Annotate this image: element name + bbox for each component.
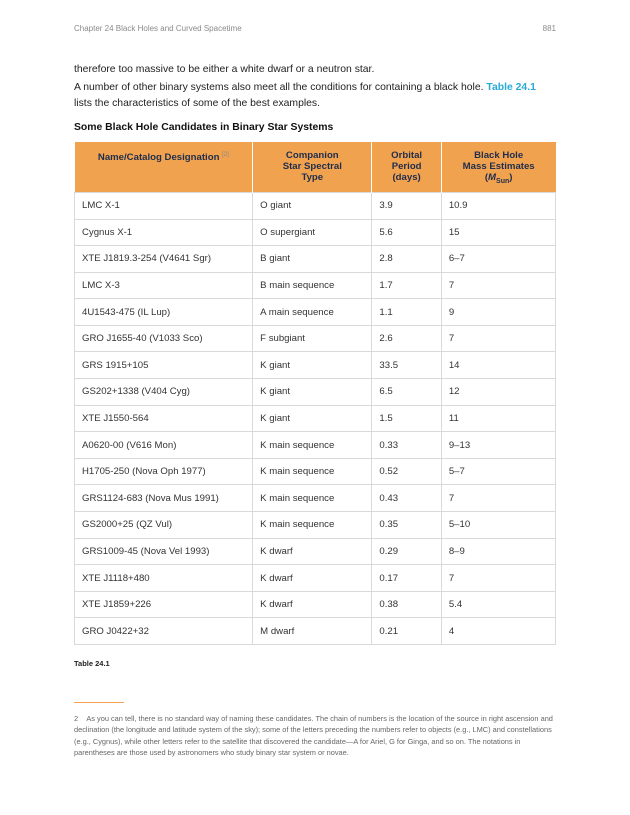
footnote-divider — [74, 702, 124, 703]
cell-mass-estimate: 7 — [441, 272, 555, 299]
paragraph-2-text-a: A number of other binary systems also meet all the conditions for containing a black hole. — [74, 82, 487, 93]
cell-companion-type: A main sequence — [253, 299, 372, 326]
cell-orbital-period: 1.7 — [372, 272, 441, 299]
cell-mass-estimate: 4 — [441, 618, 555, 645]
header-companion-line2: Star Spectral — [282, 161, 342, 172]
table-row — [75, 618, 556, 645]
cell-orbital-period: 0.33 — [372, 432, 441, 459]
cell-mass-estimate: 8–9 — [441, 538, 555, 565]
paragraph-2-text-b: lists the characteristics of some of the best examples. — [74, 97, 321, 109]
table-row — [75, 325, 556, 352]
header-mass — [441, 142, 555, 192]
cell-mass-estimate: 5.4 — [441, 591, 555, 618]
cell-name: LMC X-3 — [75, 272, 253, 299]
cell-orbital-period: 1.5 — [372, 405, 441, 432]
footnote-ref[interactable]: [2] — [222, 152, 229, 158]
cell-mass-estimate: 7 — [441, 565, 555, 592]
cell-name: GS202+1338 (V404 Cyg) — [75, 379, 253, 406]
header-mass-line1: Black Hole — [474, 150, 524, 161]
cell-mass-estimate: 7 — [441, 485, 555, 512]
cell-name: GRO J1655-40 (V1033 Sco) — [75, 325, 253, 352]
header-period-line2: Period — [391, 161, 422, 172]
cell-mass-estimate: 9–13 — [441, 432, 555, 459]
header-mass-subscript: Sun — [496, 177, 510, 185]
cell-mass-estimate: 5–10 — [441, 512, 555, 539]
cell-orbital-period: 2.8 — [372, 246, 441, 273]
cell-mass-estimate: 15 — [441, 219, 555, 246]
cell-name: LMC X-1 — [75, 192, 253, 219]
cell-companion-type: B main sequence — [253, 272, 372, 299]
header-period-line3: (days) — [392, 172, 421, 183]
table-row — [75, 485, 556, 512]
table-row — [75, 352, 556, 379]
table-row — [75, 458, 556, 485]
table-title: Some Black Hole Candidates in Binary Star Systems — [74, 122, 334, 133]
table-row — [75, 538, 556, 565]
cell-companion-type: O giant — [253, 192, 372, 219]
cell-mass-estimate: 5–7 — [441, 458, 555, 485]
table-row — [75, 192, 556, 219]
table-caption: Table 24.1 — [74, 659, 110, 668]
paragraph-2 — [74, 80, 556, 111]
cell-mass-estimate: 12 — [441, 379, 555, 406]
footnote-text: As you can tell, there is no standard way of naming these candidates. The chain of numbers is the location of the source in right ascension and declination (the longitude and latitude system of the sky); some of the letters preceding the numbers refer to objects (e.g., LMC) and constellations (e.g., Cygnus), while other letters refer to the satellite that discovered the candidate—A for Ariel, G for Ginga, and so on. The notations in parentheses are those used by astronomers who study binary star system or novae. — [74, 714, 553, 758]
cell-name: XTE J1859+226 — [75, 591, 253, 618]
header-period-line1: Orbital — [391, 150, 423, 161]
table-row — [75, 512, 556, 539]
header-name-label: Name/Catalog Designation — [97, 152, 220, 164]
paragraph-1: therefore too massive to be either a white dwarf or a neutron star. — [74, 64, 375, 75]
cell-companion-type: O supergiant — [253, 219, 372, 246]
cell-orbital-period: 0.21 — [372, 618, 441, 645]
table-row — [75, 299, 556, 326]
cell-name: GRS1124-683 (Nova Mus 1991) — [75, 485, 253, 512]
header-companion — [253, 142, 372, 192]
cell-companion-type: K dwarf — [253, 591, 372, 618]
header-name — [75, 142, 253, 192]
cell-companion-type: F subgiant — [253, 325, 372, 352]
cell-orbital-period: 0.38 — [372, 591, 441, 618]
cell-orbital-period: 0.29 — [372, 538, 441, 565]
cell-orbital-period: 0.43 — [372, 485, 441, 512]
cell-companion-type: K main sequence — [253, 458, 372, 485]
cell-mass-estimate: 11 — [441, 405, 555, 432]
chapter-title: Chapter 24 Black Holes and Curved Spacetime — [74, 24, 242, 33]
cell-name: GRS 1915+105 — [75, 352, 253, 379]
table-row — [75, 219, 556, 246]
cell-orbital-period: 2.6 — [372, 325, 441, 352]
cell-companion-type: K main sequence — [253, 485, 372, 512]
cell-mass-estimate: 6–7 — [441, 246, 555, 273]
header-mass-paren-close: ) — [509, 172, 513, 183]
cell-companion-type: K giant — [253, 405, 372, 432]
cell-orbital-period: 0.35 — [372, 512, 441, 539]
cell-orbital-period: 5.6 — [372, 219, 441, 246]
cell-name: Cygnus X-1 — [75, 219, 253, 246]
cell-companion-type: B giant — [253, 246, 372, 273]
cell-companion-type: K main sequence — [253, 432, 372, 459]
cell-name: A0620-00 (V616 Mon) — [75, 432, 253, 459]
table-row — [75, 405, 556, 432]
cell-mass-estimate: 9 — [441, 299, 555, 326]
cell-name: 4U1543-475 (IL Lup) — [75, 299, 253, 326]
cell-name: XTE J1118+480 — [75, 565, 253, 592]
cell-companion-type: K dwarf — [253, 565, 372, 592]
cell-orbital-period: 3.9 — [372, 192, 441, 219]
cell-mass-estimate: 10.9 — [441, 192, 555, 219]
cell-companion-type: K main sequence — [253, 512, 372, 539]
page-header — [74, 24, 556, 33]
table-body — [75, 192, 556, 644]
cell-companion-type: K giant — [253, 379, 372, 406]
cell-name: GS2000+25 (QZ Vul) — [75, 512, 253, 539]
table-row — [75, 379, 556, 406]
table-row — [75, 432, 556, 459]
header-companion-line3: Type — [301, 172, 324, 183]
cell-name: XTE J1550-564 — [75, 405, 253, 432]
cell-name: GRS1009-45 (Nova Vel 1993) — [75, 538, 253, 565]
cell-companion-type: K dwarf — [253, 538, 372, 565]
table-reference-link[interactable]: Table 24.1 — [486, 82, 536, 93]
footnote — [74, 713, 558, 759]
cell-companion-type: M dwarf — [253, 618, 372, 645]
cell-mass-estimate: 7 — [441, 325, 555, 352]
cell-mass-estimate: 14 — [441, 352, 555, 379]
header-companion-line1: Companion — [285, 150, 339, 161]
cell-name: H1705-250 (Nova Oph 1977) — [75, 458, 253, 485]
header-mass-symbol: M — [488, 172, 497, 183]
cell-orbital-period: 6.5 — [372, 379, 441, 406]
table-row — [75, 591, 556, 618]
black-hole-table — [74, 142, 556, 645]
cell-orbital-period: 33.5 — [372, 352, 441, 379]
footnote-number: 2 — [74, 714, 79, 723]
cell-orbital-period: 0.17 — [372, 565, 441, 592]
table-row — [75, 246, 556, 273]
cell-orbital-period: 0.52 — [372, 458, 441, 485]
cell-orbital-period: 1.1 — [372, 299, 441, 326]
cell-name: GRO J0422+32 — [75, 618, 253, 645]
header-period — [372, 142, 441, 192]
header-mass-line2: Mass Estimates — [462, 161, 535, 172]
page-number: 881 — [542, 24, 556, 33]
cell-companion-type: K giant — [253, 352, 372, 379]
table-row — [75, 565, 556, 592]
table-row — [75, 272, 556, 299]
table-header-row — [75, 142, 556, 192]
header-mass-paren-open: ( — [484, 172, 489, 183]
cell-name: XTE J1819.3-254 (V4641 Sgr) — [75, 246, 253, 273]
